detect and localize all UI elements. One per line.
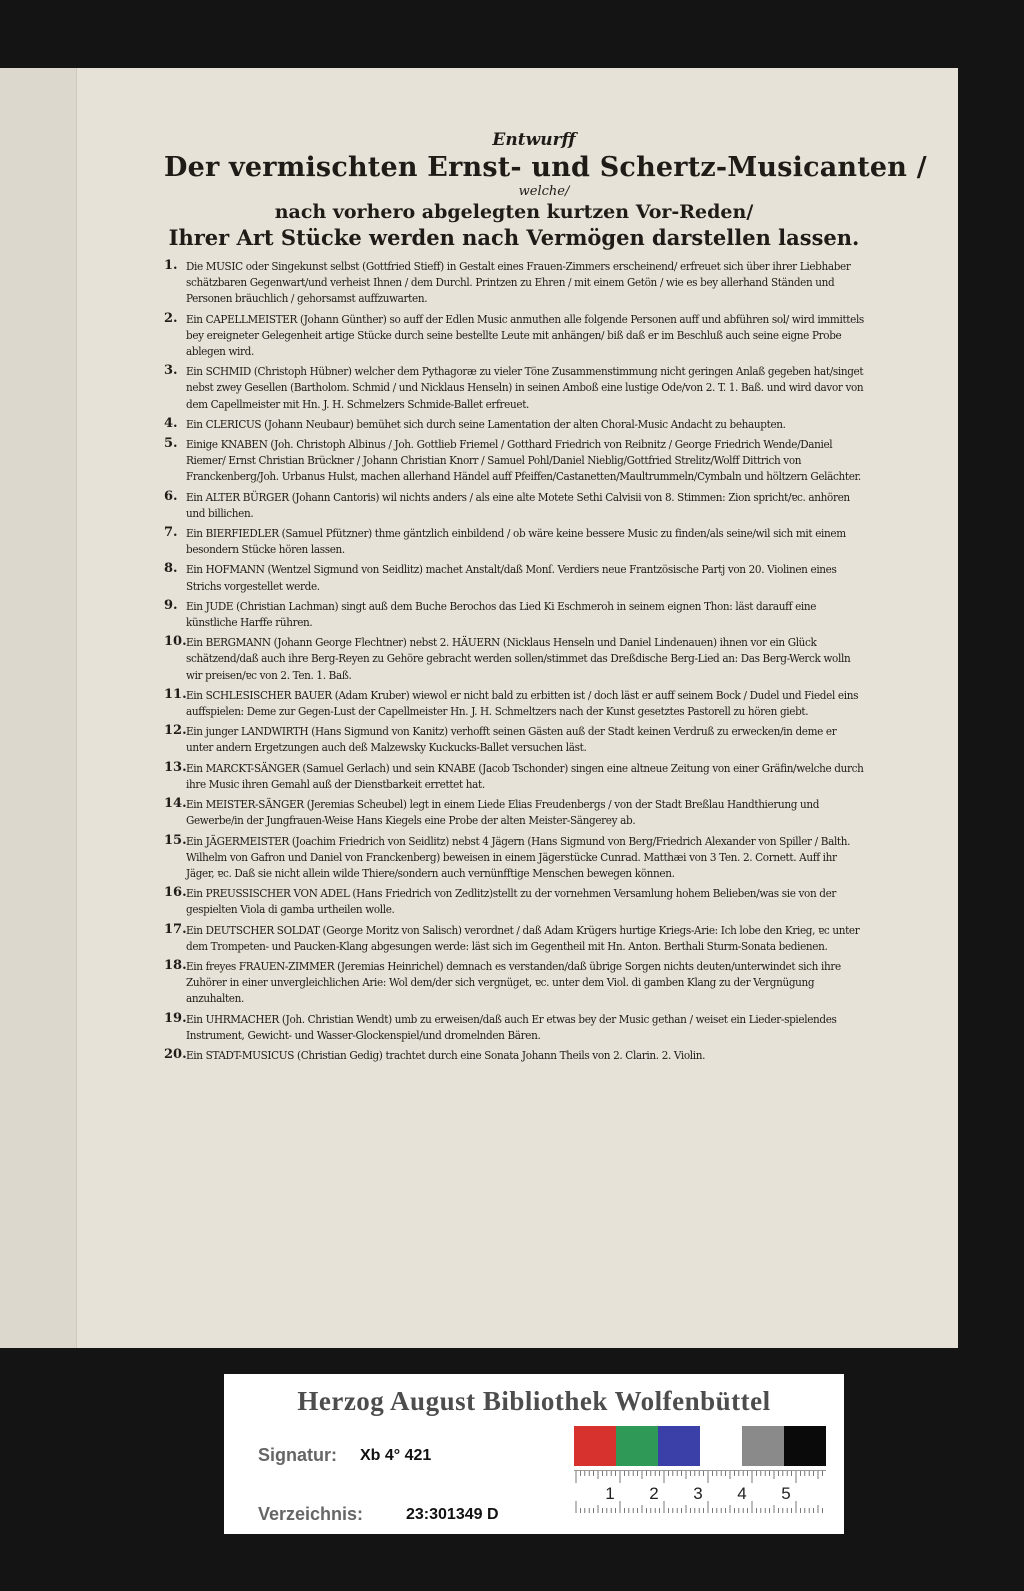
- entry-text: Ein freyes FRAUEN-ZIMMER (Jeremias Heinrichel) demnach es verstanden/daß übrige Sorgen nichts deuten/unterwindet sich ihre Zuhörer in einer unvergleichlichen Arie: Wol dem/der sich vergnüget, ɐc. unter dem Viol. di gamben Klang zu der Vergnügung anzuhalten.: [186, 958, 841, 1006]
- list-item: [164, 1011, 864, 1043]
- entry-text: Ein DEUTSCHER SOLDAT (George Moritz von Salisch) verordnet / daß Adam Krügers hurtige Kriegs-Arie: Ich lobe den Krieg, ɐc unter dem Trompeten- und Paucken-Klang abgesungen werde: läst sich im Gegentheil mit Hn. Anton. Berthali Sturm-Sonata bedienen.: [186, 922, 860, 953]
- color-calibration-swatches: [574, 1426, 826, 1466]
- entry-list: [164, 258, 864, 1063]
- list-item: [164, 489, 864, 521]
- entry-number: 15.: [164, 832, 187, 848]
- entry-text: Ein BERGMANN (Johann George Flechtner) nebst 2. HÄUERN (Nicklaus Henseln und Daniel Lindenauen) ihnen vor ein Glück schätzend/daß auch ihre Berg-Reyen zu Gehöre gebracht werden sollen/stimmet das Dreßdische Berg-Lied an: Das Berg-Werck wolln wir preisen/ɐc von 2. Ten. 1. Baß.: [186, 635, 851, 682]
- verzeichnis-label: Verzeichnis:: [258, 1504, 364, 1524]
- document-page: [164, 130, 927, 1270]
- color-swatch: [700, 1426, 742, 1466]
- entry-number: 6.: [164, 488, 178, 504]
- entry-text: Ein PREUSSISCHER VON ADEL (Hans Friedrich von Zedlitz)stellt zu der vornehmen Versamlung hohem Belieben/was sie von der gespielten Viola di gamba urtheilen wolle.: [186, 886, 837, 917]
- heading-entwurff: Entwurff: [492, 130, 576, 150]
- previous-page-edge: [0, 68, 77, 1348]
- color-swatch: [574, 1426, 616, 1466]
- list-item: [164, 258, 864, 307]
- list-item: [164, 833, 864, 882]
- list-item: [164, 885, 864, 917]
- entry-text: Ein JUDE (Christian Lachman) singt auß dem Buche Berochos das Lied Ki Eschmeroh in seinem eignen Thon: läst darauff eine künstliche Harffe rühren.: [186, 598, 817, 630]
- entry-number: 5.: [164, 436, 178, 452]
- signatur-label: Signatur:: [258, 1445, 337, 1465]
- entry-text: Ein CLERICUS (Johann Neubaur) bemühet sich durch seine Lamentation der alten Choral-Music Andacht zu behaupten.: [186, 416, 786, 431]
- list-item: [164, 416, 864, 432]
- list-item: [164, 687, 864, 719]
- entry-number: 14.: [164, 796, 187, 812]
- ruler-number: 5: [781, 1484, 791, 1503]
- ruler-number: 4: [737, 1484, 747, 1503]
- heading-line-3: nach vorhero abgelegten kurtzen Vor-Reden/: [274, 201, 754, 223]
- entry-number: 8.: [164, 561, 178, 577]
- entry-text: Ein MEISTER-SÄNGER (Jeremias Scheubel) legt in einem Liede Elias Freudenbergs / von der Stadt Breßlau Handthierung und Gewerbe/in der Jungfrauen-Weise Hans Kiegels eine Probe der alten Meister-Sängerey ab.: [186, 797, 820, 828]
- color-swatch: [616, 1426, 658, 1466]
- document-title: Der vermischten Ernst- und Schertz-Musicanten /: [164, 152, 927, 183]
- entry-number: 11.: [164, 686, 187, 702]
- list-item: [164, 311, 864, 360]
- entry-number: 7.: [164, 525, 178, 541]
- entry-number: 20.: [164, 1046, 187, 1062]
- color-swatch: [784, 1426, 826, 1466]
- heading-welche: welche/: [518, 184, 570, 199]
- list-item: [164, 922, 864, 954]
- entry-text: Ein CAPELLMEISTER (Johann Günther) so auff der Edlen Music anmuthen alle folgende Personen auff und abführen sol/ wird immittels bey ereigneter Gelegenheit artige Stücke durch seine bestellte Leute mit anhängen/ biß daß er im Beschluß auch seine eigne Probe ablegen wird.: [186, 311, 864, 359]
- list-item: [164, 525, 864, 557]
- entry-number: 18.: [164, 957, 187, 973]
- ruler-number: 3: [693, 1484, 703, 1503]
- ruler-number: 2: [649, 1484, 659, 1503]
- list-item: [164, 958, 864, 1007]
- entry-number: 13.: [164, 759, 187, 775]
- entry-text: Ein JÄGERMEISTER (Joachim Friedrich von Seidlitz) nebst 4 Jägern (Hans Sigmund von Berg/Friedrich Alexander von Spiller / Balth. Wilhelm von Gafron und Daniel von Franckenberg) beweisen in einem Jägerstücke Cunrad. Matthæi von 3 Ten. 2. Cornett. Auff ihr Jäger, ɐc. Daß sie nicht allein wilde Thiere/sondern auch vernünfftige Menschen bewegen können.: [186, 833, 851, 880]
- list-item: [164, 1047, 864, 1063]
- entry-text: Ein STADT-MUSICUS (Christian Gedig) trachtet durch eine Sonata Johann Theils von 2. Clarin. 2. Violin.: [186, 1047, 706, 1062]
- heading-line-4: Ihrer Art Stücke werden nach Vermögen darstellen lassen.: [168, 225, 860, 250]
- list-item: [164, 436, 864, 485]
- list-item: [164, 598, 864, 630]
- entry-number: 10.: [164, 634, 187, 650]
- entry-number: 9.: [164, 597, 178, 613]
- library-name: Herzog August Bibliothek Wolfenbüttel: [297, 1386, 771, 1416]
- entry-text: Ein UHRMACHER (Joh. Christian Wendt) umb zu erweisen/daß auch Er etwas bey der Music gethan / weiset ein Lieder-spielendes Instrument, Gewicht- und Wasser-Glockenspiel/und dromelnden Bären.: [186, 1011, 837, 1042]
- entry-number: 4.: [164, 415, 178, 431]
- entry-text: Die MUSIC oder Singekunst selbst (Gottfried Stieff) in Gestalt eines Frauen-Zimmers erscheinend/ erfreuet sich über ihrer Liebhaber schätzbaren Gegenwart/und verheist Ihnen / dem Durchl. Printzen zu Ehren / mit einem Getön / wie es bey allerhand Ständen und Personen bräuchlich / gehorsamst auffzuwarten.: [186, 259, 851, 306]
- list-item: [164, 561, 864, 593]
- list-item: [164, 723, 864, 755]
- signatur-value: Xb 4° 421: [360, 1447, 432, 1464]
- list-item: [164, 634, 864, 683]
- entry-text: Ein ALTER BÜRGER (Johann Cantoris) wil nichts anders / als eine alte Motete Sethi Calvisii von 8. Stimmen: Zion spricht/ɐc. anhören und billichen.: [186, 489, 850, 520]
- entry-number: 3.: [164, 363, 178, 379]
- entry-text: Ein MARCKT-SÄNGER (Samuel Gerlach) und sein KNABE (Jacob Tschonder) singen eine altneue Zeitung von einer Gräfin/welche durch ihre Music ihren Gemahl auß der Dienstbarkeit errettet hat.: [186, 760, 864, 791]
- entry-text: Ein junger LANDWIRTH (Hans Sigmund von Kanitz) verhofft seinen Gästen auß der Stadt keinen Verdruß zu erwecken/in deme er unter andern Ergetzungen auch deß Malzewsky Kuckucks-Ballet versuchen läst.: [186, 724, 837, 755]
- library-label: [224, 1374, 844, 1534]
- entry-text: Ein BIERFIEDLER (Samuel Pfützner) thme gäntzlich einbildend / ob wäre keine bessere Music zu finden/als seine/wil sich mit einem besondern Stücke hören lassen.: [186, 526, 846, 557]
- entry-number: 16.: [164, 885, 187, 901]
- entry-number: 12.: [164, 723, 187, 739]
- entry-number: 19.: [164, 1010, 187, 1026]
- entry-number: 1.: [164, 258, 178, 273]
- entry-number: 17.: [164, 921, 187, 937]
- color-swatch: [658, 1426, 700, 1466]
- entry-text: Ein HOFMANN (Wentzel Sigmund von Seidlitz) machet Anstalt/daß Monſ. Verdiers neue Frantzösische Partj von 20. Violinen eines Strichs vorgestellet werde.: [186, 562, 837, 593]
- entry-text: Einige KNABEN (Joh. Christoph Albinus / Joh. Gottlieb Friemel / Gotthard Friedrich von Reibnitz / George Friedrich Wende/Daniel Riemer/ Ernst Christian Brückner / Johann Christian Knorr / Samuel Pohl/Daniel Nieblig/Gottfried Strelitz/Wolff Dittrich von Franckenberg/Joh. Urbanus Hulst, machen allerhand Händel auff Pfeiffen/Castanetten/Maultrummeln/Cymbaln und höltzern Gelächter.: [186, 437, 861, 484]
- color-swatch: [742, 1426, 784, 1466]
- list-item: [164, 363, 864, 412]
- entry-text: Ein SCHMID (Christoph Hübner) welcher dem Pythagoræ zu vieler Töne Zusammenstimmung nicht geringen Anlaß gegeben hat/singet nebst zwey Gesellen (Bartholom. Schmid / und Nicklaus Henseln) in seinen Amboß eine lustige Ode/von 2. T. 1. Baß. und wird davor von dem Capellmeister mit Hn. J. H. Schmelzers Schmide-Ballet erfreuet.: [186, 364, 864, 411]
- entry-number: 2.: [164, 310, 178, 326]
- list-item: [164, 796, 864, 828]
- ruler-number: 1: [605, 1484, 615, 1503]
- scale-ruler: [574, 1470, 826, 1513]
- verzeichnis-value: 23:301349 D: [406, 1506, 499, 1523]
- list-item: [164, 760, 864, 792]
- entry-text: Ein SCHLESISCHER BAUER (Adam Kruber) wiewol er nicht bald zu erbitten ist / doch läst er auff seinem Bock / Dudel und Fiedel eins auffspielen: Deme zur Gegen-Lust der Capellmeister Hn. J. H. Schmeltzers nach der Kunst gesetztes Pastorell zu hören giebt.: [186, 687, 859, 719]
